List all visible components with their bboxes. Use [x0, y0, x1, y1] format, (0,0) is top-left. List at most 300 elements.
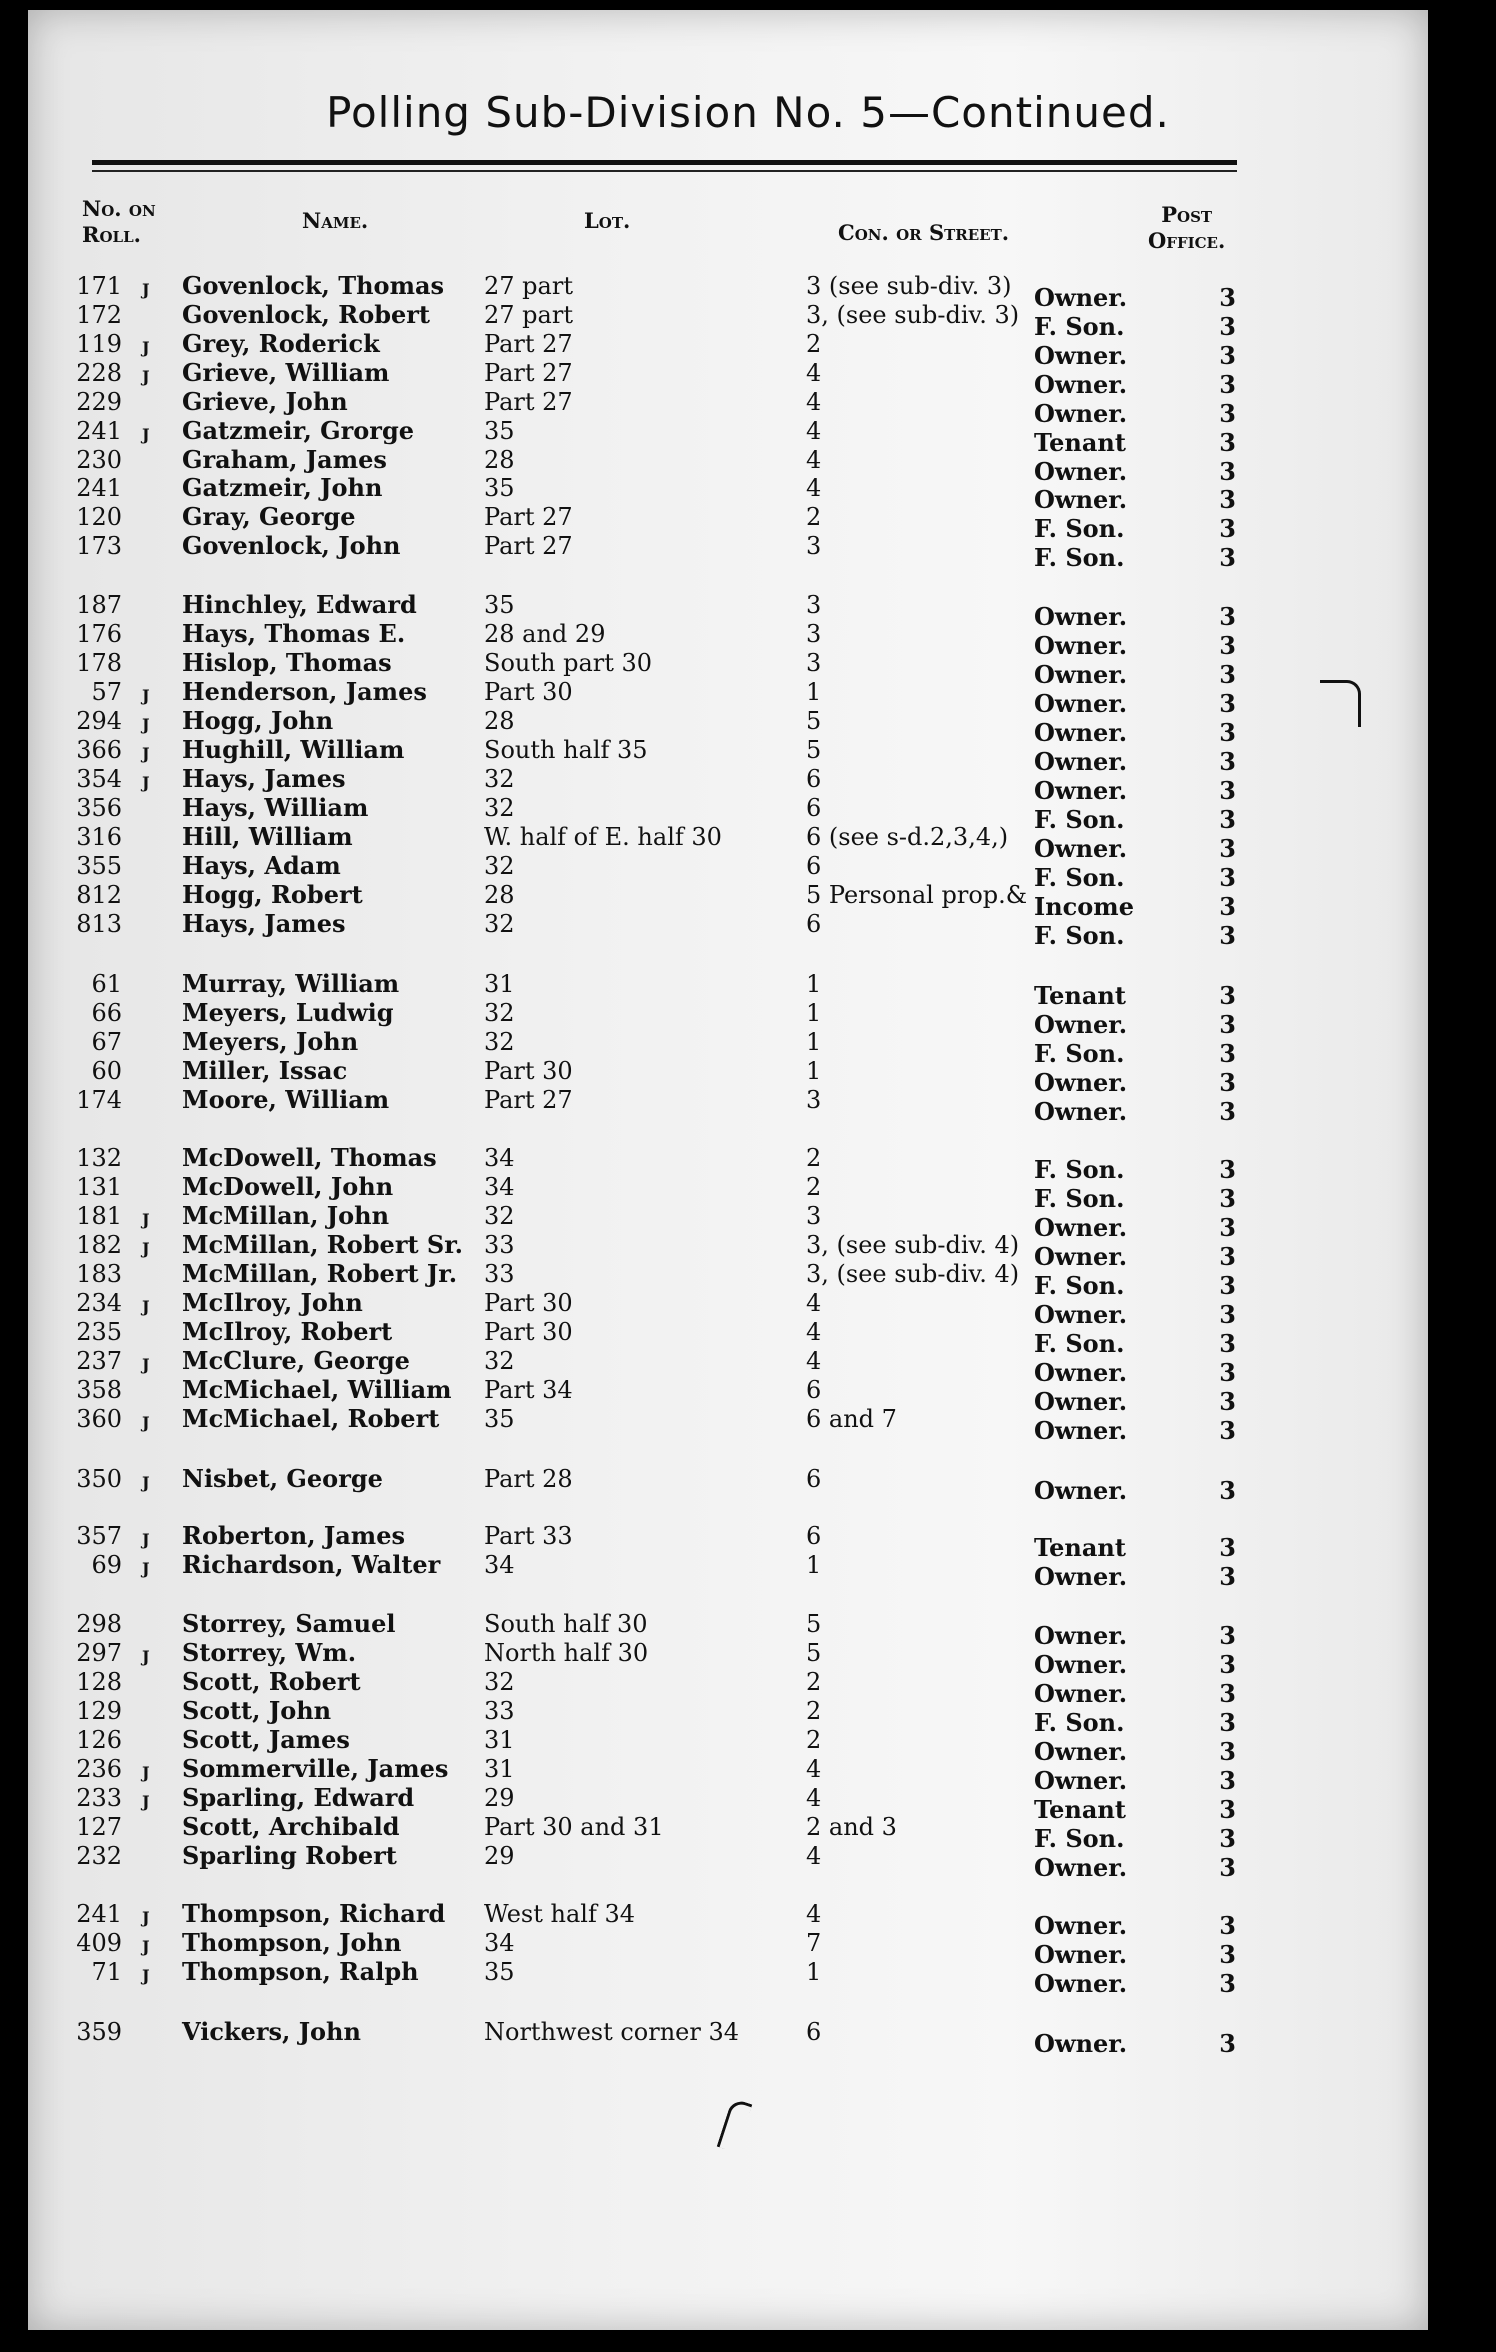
roll-number: 173	[76, 532, 122, 560]
voter-name: Sparling, Edward	[182, 1783, 415, 1812]
roll-number: 129	[76, 1697, 122, 1725]
roll-number: 182	[76, 1231, 122, 1259]
voter-name: Hays, James	[182, 909, 346, 938]
lot: W. half of E. half 30	[484, 823, 722, 851]
lot: 32	[484, 1347, 515, 1375]
lot: South part 30	[484, 649, 653, 677]
post-office: 3	[1219, 834, 1236, 863]
post-office: 3	[1219, 1271, 1236, 1300]
concession: 2	[806, 1144, 822, 1172]
concession: 3, (see sub-div. 3)	[806, 301, 1020, 329]
lot: Part 27	[484, 503, 573, 531]
lot: Part 30	[484, 678, 573, 706]
voter-name: Grieve, William	[182, 358, 390, 387]
post-office: 3	[1219, 921, 1236, 950]
concession: 4	[806, 446, 822, 474]
lot: Part 30	[484, 1289, 573, 1317]
post-office: 3	[1219, 1621, 1236, 1650]
roll-number: 358	[76, 1376, 122, 1404]
post-office: 3	[1219, 457, 1236, 486]
status: Owner.	[1034, 1242, 1128, 1271]
status: F. Son.	[1034, 543, 1125, 572]
lot: 32	[484, 794, 515, 822]
page-title: Polling Sub-Division No. 5—Continued.	[326, 88, 1170, 137]
roll-number: 57	[91, 678, 122, 706]
header-name: Name.	[302, 208, 369, 233]
voter-name: Scott, Robert	[182, 1667, 361, 1696]
juror-mark: J	[142, 686, 150, 705]
concession: 5	[806, 1639, 822, 1667]
post-office: 3	[1219, 1155, 1236, 1184]
voter-name: Storrey, Samuel	[182, 1609, 396, 1638]
status: F. Son.	[1034, 863, 1125, 892]
voter-name: McDowell, Thomas	[182, 1143, 437, 1172]
status: Owner.	[1034, 631, 1128, 660]
voter-name: Govenlock, Robert	[182, 300, 430, 329]
lot: 28	[484, 446, 515, 474]
concession: 6	[806, 910, 822, 938]
concession: 3	[806, 620, 822, 648]
roll-number: 298	[76, 1610, 122, 1638]
concession: 1	[806, 999, 822, 1027]
voter-name: Moore, William	[182, 1085, 390, 1114]
concession: 3, (see sub-div. 4)	[806, 1231, 1020, 1259]
juror-mark: J	[142, 1473, 150, 1492]
voter-name: Graham, James	[182, 445, 387, 474]
post-office: 3	[1219, 341, 1236, 370]
roll-number: 171	[76, 272, 122, 300]
roll-number: 359	[76, 2018, 122, 2046]
status: Owner.	[1034, 1562, 1128, 1591]
voter-name: Sommerville, James	[182, 1754, 449, 1783]
concession: 6	[806, 2018, 822, 2046]
status: Owner.	[1034, 1358, 1128, 1387]
roll-number: 174	[76, 1086, 122, 1114]
roll-number: 181	[76, 1202, 122, 1230]
status: Owner.	[1034, 776, 1128, 805]
status: F. Son.	[1034, 1708, 1125, 1737]
post-office: 3	[1219, 1650, 1236, 1679]
voter-name: Vickers, John	[182, 2017, 361, 2046]
status: Owner.	[1034, 341, 1128, 370]
roll-number: 178	[76, 649, 122, 677]
lot: 34	[484, 1551, 515, 1579]
status: Owner.	[1034, 747, 1128, 776]
lot: Part 27	[484, 1086, 573, 1114]
roll-number: 228	[76, 359, 122, 387]
juror-mark: J	[142, 1966, 150, 1985]
voter-name: Gatzmeir, Grorge	[182, 416, 414, 445]
roll-number: 126	[76, 1726, 122, 1754]
juror-mark: J	[142, 1530, 150, 1549]
concession: 6	[806, 1465, 822, 1493]
roll-number: 350	[76, 1465, 122, 1493]
voter-name: Storrey, Wm.	[182, 1638, 357, 1667]
status: Owner.	[1034, 2029, 1128, 2058]
roll-number: 187	[76, 591, 122, 619]
juror-mark: J	[142, 1792, 150, 1811]
juror-mark: J	[142, 1297, 150, 1316]
roll-number: 183	[76, 1260, 122, 1288]
voter-name: Scott, Archibald	[182, 1812, 400, 1841]
juror-mark: J	[142, 280, 150, 299]
voter-name: Hays, Thomas E.	[182, 619, 406, 648]
concession: 3 (see sub-div. 3)	[806, 272, 1012, 300]
roll-number: 60	[91, 1057, 122, 1085]
lot: 31	[484, 970, 515, 998]
lot: 35	[484, 1405, 515, 1433]
lot: 29	[484, 1784, 515, 1812]
juror-mark: J	[142, 744, 150, 763]
post-office: 3	[1219, 1242, 1236, 1271]
post-office: 3	[1219, 1853, 1236, 1882]
concession: 2	[806, 1173, 822, 1201]
concession: 5	[806, 736, 822, 764]
concession: 1	[806, 678, 822, 706]
roll-number: 67	[91, 1028, 122, 1056]
voter-name: Grieve, John	[182, 387, 348, 416]
juror-mark: J	[142, 1763, 150, 1782]
concession: 4	[806, 1755, 822, 1783]
concession: 5	[806, 1610, 822, 1638]
post-office: 3	[1219, 1562, 1236, 1591]
post-office: 3	[1219, 602, 1236, 631]
status: Owner.	[1034, 1621, 1128, 1650]
status: F. Son.	[1034, 1155, 1125, 1184]
post-office: 3	[1219, 660, 1236, 689]
post-office: 3	[1219, 312, 1236, 341]
lot: Part 30 and 31	[484, 1813, 664, 1841]
concession: 6	[806, 765, 822, 793]
lot: 33	[484, 1260, 515, 1288]
voter-name: Hill, William	[182, 822, 353, 851]
juror-mark: J	[142, 1908, 150, 1927]
post-office: 3	[1219, 485, 1236, 514]
lot: 32	[484, 1202, 515, 1230]
roll-number: 128	[76, 1668, 122, 1696]
status: Owner.	[1034, 660, 1128, 689]
status: F. Son.	[1034, 1039, 1125, 1068]
status: Owner.	[1034, 370, 1128, 399]
lot: 35	[484, 1958, 515, 1986]
post-office: 3	[1219, 1795, 1236, 1824]
roll-number: 230	[76, 446, 122, 474]
lot: Part 33	[484, 1522, 573, 1550]
status: Owner.	[1034, 1911, 1128, 1940]
voter-name: Gray, George	[182, 502, 356, 531]
roll-number: 354	[76, 765, 122, 793]
post-office: 3	[1219, 1476, 1236, 1505]
voter-name: Nisbet, George	[182, 1464, 383, 1493]
voter-name: McDowell, John	[182, 1172, 394, 1201]
post-office: 3	[1219, 1940, 1236, 1969]
scan-right-edge	[1428, 0, 1496, 2352]
status: Owner.	[1034, 1940, 1128, 1969]
concession: 1	[806, 1057, 822, 1085]
post-office: 3	[1219, 370, 1236, 399]
lot: 27 part	[484, 272, 573, 300]
roll-number: 233	[76, 1784, 122, 1812]
roll-number: 229	[76, 388, 122, 416]
roll-number: 127	[76, 1813, 122, 1841]
lot: South half 30	[484, 1610, 648, 1638]
voter-name: McMichael, William	[182, 1375, 452, 1404]
status: F. Son.	[1034, 514, 1125, 543]
post-office: 3	[1219, 689, 1236, 718]
post-office: 3	[1219, 1824, 1236, 1853]
concession: 2	[806, 330, 822, 358]
voter-name: Govenlock, John	[182, 531, 401, 560]
status: Owner.	[1034, 1476, 1128, 1505]
juror-mark: J	[142, 1937, 150, 1956]
lot: 32	[484, 852, 515, 880]
post-office: 3	[1219, 718, 1236, 747]
roll-number: 409	[76, 1929, 122, 1957]
status: Income	[1034, 892, 1134, 921]
post-office: 3	[1219, 1358, 1236, 1387]
post-office: 3	[1219, 981, 1236, 1010]
status: Owner.	[1034, 1679, 1128, 1708]
roll-number: 316	[76, 823, 122, 851]
concession: 6	[806, 852, 822, 880]
roll-number: 69	[91, 1551, 122, 1579]
post-office: 3	[1219, 1213, 1236, 1242]
lot: 33	[484, 1231, 515, 1259]
voter-name: Hays, Adam	[182, 851, 341, 880]
roll-number: 232	[76, 1842, 122, 1870]
concession: 4	[806, 474, 822, 502]
lot: 32	[484, 765, 515, 793]
roll-number: 355	[76, 852, 122, 880]
concession: 3	[806, 1202, 822, 1230]
header-post-office: Post Office.	[1148, 202, 1226, 253]
concession: 6	[806, 794, 822, 822]
lot: Part 34	[484, 1376, 573, 1404]
post-office: 3	[1219, 863, 1236, 892]
voter-name: Roberton, James	[182, 1521, 405, 1550]
lot: 35	[484, 417, 515, 445]
juror-mark: J	[142, 1239, 150, 1258]
status: Owner.	[1034, 1097, 1128, 1126]
status: F. Son.	[1034, 312, 1125, 341]
post-office: 3	[1219, 1010, 1236, 1039]
post-office: 3	[1219, 1766, 1236, 1795]
voter-name: Thompson, John	[182, 1928, 402, 1957]
concession: 4	[806, 1900, 822, 1928]
concession: 2	[806, 503, 822, 531]
concession: 4	[806, 388, 822, 416]
voter-name: McMillan, John	[182, 1201, 390, 1230]
status: Owner.	[1034, 1853, 1128, 1882]
voter-name: McIlroy, Robert	[182, 1317, 393, 1346]
title-rule-thick	[92, 160, 1237, 165]
post-office: 3	[1219, 283, 1236, 312]
voter-name: Hogg, Robert	[182, 880, 363, 909]
lot: 31	[484, 1755, 515, 1783]
post-office: 3	[1219, 1184, 1236, 1213]
voter-name: McMillan, Robert Sr.	[182, 1230, 464, 1259]
voter-name: Hogg, John	[182, 706, 334, 735]
roll-number: 120	[76, 503, 122, 531]
concession: 2	[806, 1697, 822, 1725]
lot: West half 34	[484, 1900, 635, 1928]
title-rule-thin	[92, 170, 1237, 172]
concession: 4	[806, 1784, 822, 1812]
lot: Part 27	[484, 330, 573, 358]
voter-name: Thompson, Ralph	[182, 1957, 419, 1986]
concession: 6 and 7	[806, 1405, 897, 1433]
juror-mark: J	[142, 1210, 150, 1229]
status: F. Son.	[1034, 1184, 1125, 1213]
post-office: 3	[1219, 1416, 1236, 1445]
status: Tenant	[1034, 1795, 1126, 1824]
concession: 1	[806, 1028, 822, 1056]
voter-name: Hinchley, Edward	[182, 590, 417, 619]
concession: 4	[806, 359, 822, 387]
roll-number: 236	[76, 1755, 122, 1783]
post-office: 3	[1219, 1387, 1236, 1416]
voter-name: Murray, William	[182, 969, 400, 998]
margin-bracket-mark	[1320, 680, 1361, 727]
voter-name: Miller, Issac	[182, 1056, 348, 1085]
juror-mark: J	[142, 1559, 150, 1578]
roll-number: 66	[91, 999, 122, 1027]
status: Owner.	[1034, 457, 1128, 486]
concession: 5	[806, 707, 822, 735]
lot: 28 and 29	[484, 620, 606, 648]
roll-number: 119	[76, 330, 122, 358]
post-office: 3	[1219, 428, 1236, 457]
voter-name: Meyers, John	[182, 1027, 359, 1056]
concession: 4	[806, 1318, 822, 1346]
lot: 31	[484, 1726, 515, 1754]
voter-name: Richardson, Walter	[182, 1550, 441, 1579]
header-roll: No. on Roll.	[82, 196, 156, 247]
status: F. Son.	[1034, 805, 1125, 834]
voter-name: Scott, John	[182, 1696, 332, 1725]
status: Owner.	[1034, 1213, 1128, 1242]
roll-number: 241	[76, 1900, 122, 1928]
lot: 28	[484, 881, 515, 909]
post-office: 3	[1219, 892, 1236, 921]
post-office: 3	[1219, 631, 1236, 660]
voter-name: McIlroy, John	[182, 1288, 363, 1317]
post-office: 3	[1219, 514, 1236, 543]
status: F. Son.	[1034, 1329, 1125, 1358]
roll-number: 172	[76, 301, 122, 329]
concession: 6	[806, 1376, 822, 1404]
concession: 4	[806, 1289, 822, 1317]
status: Owner.	[1034, 1766, 1128, 1795]
roll-number: 235	[76, 1318, 122, 1346]
status: Owner.	[1034, 399, 1128, 428]
roll-number: 297	[76, 1639, 122, 1667]
voter-name: Hughill, William	[182, 735, 405, 764]
concession: 4	[806, 1842, 822, 1870]
lot: 34	[484, 1173, 515, 1201]
status: Owner.	[1034, 485, 1128, 514]
post-office: 3	[1219, 399, 1236, 428]
concession: 3, (see sub-div. 4)	[806, 1260, 1020, 1288]
lot: 29	[484, 1842, 515, 1870]
roll-number: 360	[76, 1405, 122, 1433]
voter-name: McMichael, Robert	[182, 1404, 440, 1433]
juror-mark: J	[142, 715, 150, 734]
status: Owner.	[1034, 1737, 1128, 1766]
roll-number: 234	[76, 1289, 122, 1317]
status: Owner.	[1034, 1416, 1128, 1445]
lot: 35	[484, 591, 515, 619]
concession: 7	[806, 1929, 822, 1957]
post-office: 3	[1219, 1300, 1236, 1329]
lot: Part 27	[484, 359, 573, 387]
juror-mark: J	[142, 367, 150, 386]
roll-number: 812	[76, 881, 122, 909]
lot: Part 30	[484, 1057, 573, 1085]
roll-number: 357	[76, 1522, 122, 1550]
voter-name: Scott, James	[182, 1725, 350, 1754]
lot: 32	[484, 999, 515, 1027]
juror-mark: J	[142, 1355, 150, 1374]
roll-number: 61	[91, 970, 122, 998]
status: Owner.	[1034, 283, 1128, 312]
concession: 6 (see s-d.2,3,4,)	[806, 823, 1009, 851]
voter-name: Grey, Roderick	[182, 329, 380, 358]
header-con-or-street: Con. or Street.	[838, 220, 1010, 245]
voter-name: McMillan, Robert Jr.	[182, 1259, 458, 1288]
juror-mark: J	[142, 338, 150, 357]
concession: 4	[806, 1347, 822, 1375]
roll-number: 813	[76, 910, 122, 938]
roll-number: 294	[76, 707, 122, 735]
lot: Part 28	[484, 1465, 573, 1493]
roll-number: 131	[76, 1173, 122, 1201]
status: Owner.	[1034, 834, 1128, 863]
roll-number: 71	[91, 1958, 122, 1986]
voter-name: Meyers, Ludwig	[182, 998, 394, 1027]
concession: 1	[806, 970, 822, 998]
post-office: 3	[1219, 1097, 1236, 1126]
post-office: 3	[1219, 2029, 1236, 2058]
status: Tenant	[1034, 428, 1126, 457]
status: Owner.	[1034, 1387, 1128, 1416]
concession: 3	[806, 1086, 822, 1114]
lot: 32	[484, 1668, 515, 1696]
post-office: 3	[1219, 1068, 1236, 1097]
concession: 5 Personal prop.&	[806, 881, 1028, 909]
voter-name: Gatzmeir, John	[182, 473, 383, 502]
status: Owner.	[1034, 718, 1128, 747]
concession: 3	[806, 532, 822, 560]
lot: 34	[484, 1929, 515, 1957]
header-lot: Lot.	[584, 208, 631, 233]
voter-name: Hislop, Thomas	[182, 648, 392, 677]
post-office: 3	[1219, 1708, 1236, 1737]
voter-name: Sparling Robert	[182, 1841, 397, 1870]
post-office: 3	[1219, 1533, 1236, 1562]
roll-number: 237	[76, 1347, 122, 1375]
roll-number: 176	[76, 620, 122, 648]
post-office: 3	[1219, 776, 1236, 805]
voter-name: Henderson, James	[182, 677, 427, 706]
post-office: 3	[1219, 1969, 1236, 1998]
lot: 32	[484, 1028, 515, 1056]
status: Owner.	[1034, 1068, 1128, 1097]
lot: North half 30	[484, 1639, 649, 1667]
post-office: 3	[1219, 805, 1236, 834]
juror-mark: J	[142, 773, 150, 792]
juror-mark: J	[142, 1647, 150, 1666]
